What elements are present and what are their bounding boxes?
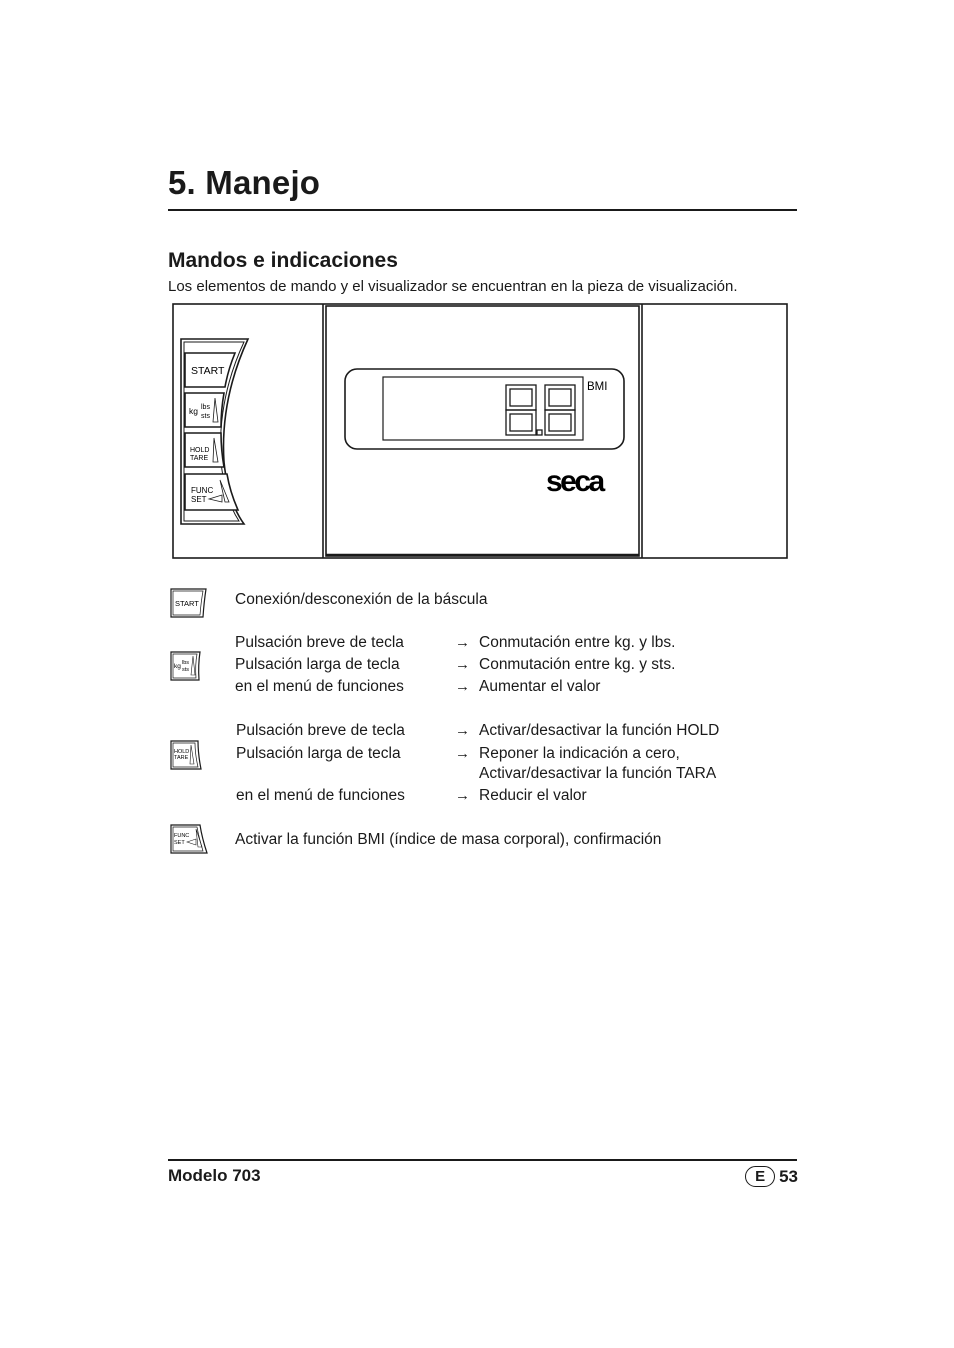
unit-row-1-result: Conmutación entre kg. y lbs. xyxy=(479,634,676,651)
arrow-icon: → xyxy=(455,745,470,762)
kg-label: kg xyxy=(189,406,198,416)
unit-row-3-result: Aumentar el valor xyxy=(479,678,601,695)
arrow-icon: → xyxy=(455,634,470,651)
unit-key-icon xyxy=(170,650,208,682)
arrow-icon: → xyxy=(455,678,470,695)
unit-row-3-action: en el menú de funciones xyxy=(235,678,404,695)
hold-row-2-result-line2: Activar/desactivar la función TARA xyxy=(479,765,717,782)
tare-label: TARE xyxy=(190,455,209,462)
brand-logo: seca xyxy=(546,465,603,498)
bmi-indicator: BMI xyxy=(587,381,608,393)
unit-row-2-result: Conmutación entre kg. y sts. xyxy=(479,656,676,673)
display-unit-illustration xyxy=(172,302,789,560)
footer-rule xyxy=(168,1159,797,1161)
hold-tare-key[interactable] xyxy=(185,433,224,467)
svg-text:FUNC: FUNC xyxy=(174,833,190,839)
func-label: FUNC xyxy=(191,486,214,495)
svg-text:START: START xyxy=(175,599,199,608)
sts-label: sts xyxy=(201,413,210,420)
start-key-label: START xyxy=(191,365,225,377)
start-key-icon xyxy=(170,587,208,619)
svg-text:TARE: TARE xyxy=(174,755,189,761)
func-description: Activar la función BMI (índice de masa corporal), confirmación xyxy=(235,831,662,848)
svg-text:SET: SET xyxy=(174,840,185,846)
arrow-icon: → xyxy=(455,656,470,673)
func-set-key-icon xyxy=(170,823,208,855)
hold-row-2-action: Pulsación larga de tecla xyxy=(236,745,401,762)
chapter-title: 5. Manejo xyxy=(168,164,321,201)
footer-page xyxy=(742,1166,798,1187)
func-set-key[interactable] xyxy=(185,474,238,510)
hold-row-1-result: Activar/desactivar la función HOLD xyxy=(479,722,720,739)
hold-row-3-action: en el menú de funciones xyxy=(236,787,405,804)
arrow-icon: → xyxy=(455,722,470,739)
start-key[interactable] xyxy=(185,353,235,387)
set-label: SET xyxy=(191,495,207,504)
hold-row-2-result: Reponer la indicación a cero, xyxy=(479,745,680,762)
title-rule xyxy=(168,209,797,211)
hold-tare-key-icon xyxy=(170,739,208,771)
unit-key[interactable] xyxy=(185,393,224,427)
unit-row-1-action: Pulsación breve de tecla xyxy=(235,634,404,651)
section-title: Mandos e indicaciones xyxy=(168,249,398,272)
language-badge: E xyxy=(745,1166,775,1187)
start-description: Conexión/desconexión de la báscula xyxy=(235,591,488,608)
unit-row-2-action: Pulsación larga de tecla xyxy=(235,656,400,673)
hold-row-1-action: Pulsación breve de tecla xyxy=(236,722,405,739)
footer-model: Modelo 703 xyxy=(168,1166,261,1185)
arrow-icon: → xyxy=(455,787,470,804)
page-number: 53 xyxy=(779,1167,798,1186)
svg-text:sts: sts xyxy=(182,667,190,673)
lbs-label: lbs xyxy=(201,404,210,411)
svg-text:lbs: lbs xyxy=(182,660,190,666)
hold-row-3-result: Reducir el valor xyxy=(479,787,587,804)
svg-text:kg: kg xyxy=(174,663,181,670)
section-intro: Los elementos de mando y el visualizador se encuentran en la pieza de visualización. xyxy=(168,278,738,295)
svg-text:HOLD: HOLD xyxy=(174,749,190,755)
hold-label: HOLD xyxy=(190,447,210,454)
